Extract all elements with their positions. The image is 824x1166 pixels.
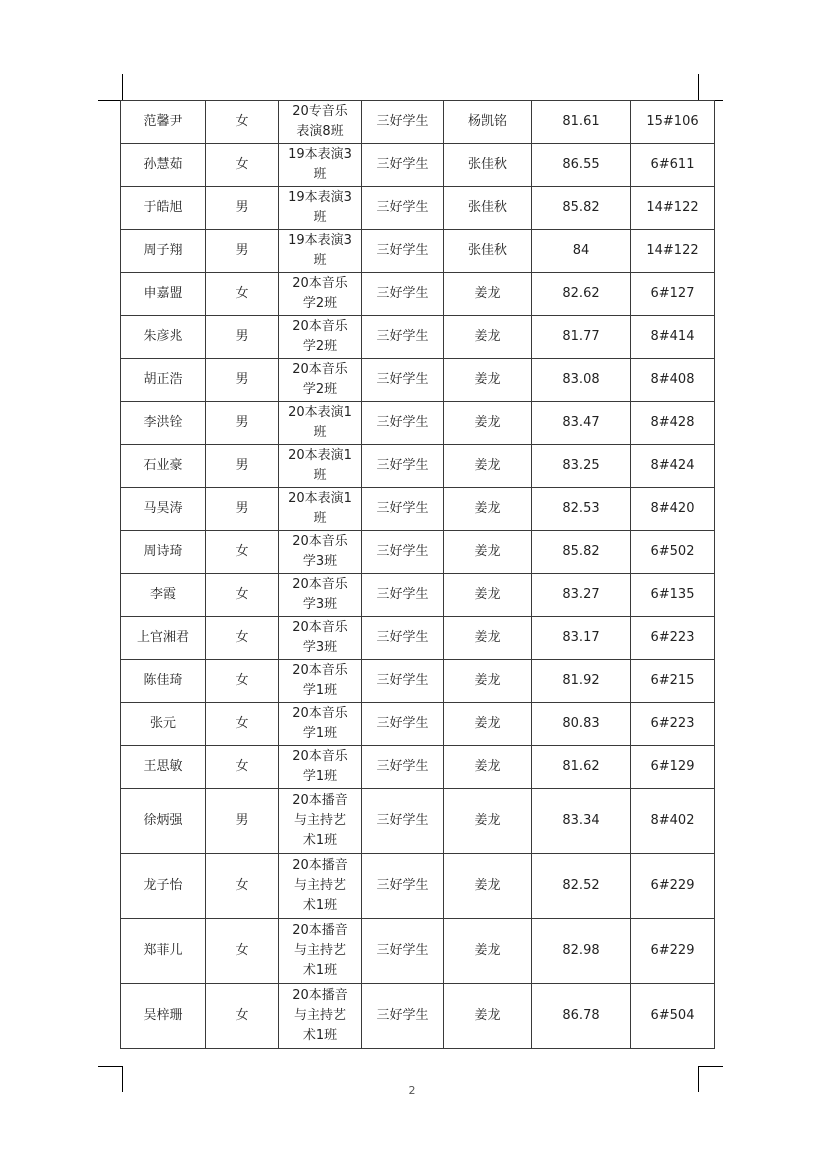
class-cell: 20本播音 与主持艺 术1班 [279,919,362,984]
honor-cell: 三好学生 [362,445,444,488]
gender-cell: 女 [206,574,279,617]
gender-cell: 女 [206,854,279,919]
table-row [121,316,715,359]
counselor-cell: 姜龙 [444,359,532,402]
score-cell: 81.62 [532,746,631,789]
counselor-cell: 姜龙 [444,316,532,359]
class-cell: 20本音乐 学3班 [279,531,362,574]
student-name-cell: 石业豪 [121,445,206,488]
honor-cell: 三好学生 [362,617,444,660]
class-cell: 20本表演1 班 [279,488,362,531]
gender-cell: 女 [206,101,279,144]
student-name-cell: 朱彦兆 [121,316,206,359]
score-cell: 84 [532,230,631,273]
class-cell: 20本播音 与主持艺 术1班 [279,789,362,854]
student-name-cell: 龙子怡 [121,854,206,919]
class-cell: 20本音乐 学3班 [279,574,362,617]
counselor-cell: 姜龙 [444,703,532,746]
honor-cell: 三好学生 [362,660,444,703]
score-cell: 86.78 [532,984,631,1049]
score-cell: 82.53 [532,488,631,531]
table-row [121,703,715,746]
honor-cell: 三好学生 [362,919,444,984]
gender-cell: 女 [206,273,279,316]
score-cell: 83.17 [532,617,631,660]
counselor-cell: 姜龙 [444,746,532,789]
gender-cell: 女 [206,531,279,574]
honor-cell: 三好学生 [362,746,444,789]
honor-cell: 三好学生 [362,187,444,230]
table-row [121,445,715,488]
class-cell: 19本表演3 班 [279,187,362,230]
dorm-room-cell: 8#402 [631,789,715,854]
student-name-cell: 马昊涛 [121,488,206,531]
honor-cell: 三好学生 [362,789,444,854]
table-row [121,617,715,660]
table-row [121,402,715,445]
table-row [121,984,715,1049]
dorm-room-cell: 8#420 [631,488,715,531]
counselor-cell: 姜龙 [444,789,532,854]
gender-cell: 男 [206,230,279,273]
gender-cell: 女 [206,703,279,746]
table-body [121,101,715,1049]
gender-cell: 男 [206,316,279,359]
crop-mark-top-left [122,74,123,100]
class-cell: 20本播音 与主持艺 术1班 [279,854,362,919]
score-cell: 83.47 [532,402,631,445]
score-cell: 83.27 [532,574,631,617]
honor-cell: 三好学生 [362,531,444,574]
score-cell: 85.82 [532,187,631,230]
honor-cell: 三好学生 [362,574,444,617]
score-cell: 83.25 [532,445,631,488]
gender-cell: 男 [206,402,279,445]
gender-cell: 男 [206,445,279,488]
counselor-cell: 姜龙 [444,445,532,488]
score-cell: 86.55 [532,144,631,187]
table-row [121,660,715,703]
student-name-cell: 上官湘君 [121,617,206,660]
student-name-cell: 周子翔 [121,230,206,273]
counselor-cell: 姜龙 [444,531,532,574]
honor-cell: 三好学生 [362,273,444,316]
dorm-room-cell: 8#428 [631,402,715,445]
student-name-cell: 郑菲儿 [121,919,206,984]
crop-mark-bottom-left [98,1066,123,1067]
counselor-cell: 姜龙 [444,854,532,919]
table-row [121,273,715,316]
class-cell: 20本音乐 学3班 [279,617,362,660]
student-name-cell: 周诗琦 [121,531,206,574]
student-name-cell: 申嘉盟 [121,273,206,316]
counselor-cell: 张佳秋 [444,230,532,273]
dorm-room-cell: 6#504 [631,984,715,1049]
page-number: 2 [408,1084,416,1097]
counselor-cell: 姜龙 [444,574,532,617]
honor-cell: 三好学生 [362,854,444,919]
student-name-cell: 陈佳琦 [121,660,206,703]
score-cell: 81.92 [532,660,631,703]
crop-mark-top-right [698,74,699,100]
gender-cell: 女 [206,919,279,984]
gender-cell: 女 [206,617,279,660]
gender-cell: 女 [206,746,279,789]
counselor-cell: 姜龙 [444,984,532,1049]
table-row [121,574,715,617]
dorm-room-cell: 6#127 [631,273,715,316]
table-row [121,488,715,531]
dorm-room-cell: 6#129 [631,746,715,789]
class-cell: 20本音乐 学1班 [279,746,362,789]
score-cell: 83.34 [532,789,631,854]
dorm-room-cell: 6#611 [631,144,715,187]
counselor-cell: 张佳秋 [444,144,532,187]
score-cell: 80.83 [532,703,631,746]
student-name-cell: 吴梓珊 [121,984,206,1049]
score-cell: 83.08 [532,359,631,402]
student-honor-table [120,100,715,1049]
dorm-room-cell: 6#135 [631,574,715,617]
score-cell: 82.62 [532,273,631,316]
gender-cell: 男 [206,187,279,230]
dorm-room-cell: 6#229 [631,854,715,919]
counselor-cell: 姜龙 [444,402,532,445]
dorm-room-cell: 8#414 [631,316,715,359]
counselor-cell: 姜龙 [444,617,532,660]
honor-cell: 三好学生 [362,703,444,746]
table-row [121,789,715,854]
dorm-room-cell: 6#215 [631,660,715,703]
crop-mark-bottom-right [698,1066,723,1067]
table-row [121,919,715,984]
table-row [121,359,715,402]
score-cell: 81.61 [532,101,631,144]
dorm-room-cell: 8#408 [631,359,715,402]
table-row [121,854,715,919]
dorm-room-cell: 6#223 [631,617,715,660]
honor-cell: 三好学生 [362,144,444,187]
counselor-cell: 姜龙 [444,919,532,984]
student-name-cell: 胡正浩 [121,359,206,402]
gender-cell: 女 [206,144,279,187]
table-row [121,230,715,273]
score-cell: 85.82 [532,531,631,574]
table-row [121,187,715,230]
gender-cell: 男 [206,488,279,531]
student-name-cell: 张元 [121,703,206,746]
gender-cell: 男 [206,789,279,854]
score-cell: 82.98 [532,919,631,984]
student-name-cell: 徐炳强 [121,789,206,854]
table-row [121,746,715,789]
dorm-room-cell: 8#424 [631,445,715,488]
dorm-room-cell: 14#122 [631,230,715,273]
student-name-cell: 孙慧茹 [121,144,206,187]
honor-cell: 三好学生 [362,230,444,273]
gender-cell: 女 [206,984,279,1049]
score-cell: 82.52 [532,854,631,919]
honor-cell: 三好学生 [362,359,444,402]
table-row [121,144,715,187]
dorm-room-cell: 6#229 [631,919,715,984]
dorm-room-cell: 15#106 [631,101,715,144]
dorm-room-cell: 6#502 [631,531,715,574]
honor-cell: 三好学生 [362,316,444,359]
honor-cell: 三好学生 [362,402,444,445]
counselor-cell: 张佳秋 [444,187,532,230]
counselor-cell: 杨凯铭 [444,101,532,144]
class-cell: 20本音乐 学2班 [279,316,362,359]
student-name-cell: 李洪铨 [121,402,206,445]
table-row [121,531,715,574]
class-cell: 19本表演3 班 [279,230,362,273]
class-cell: 20本音乐 学1班 [279,660,362,703]
student-name-cell: 李霞 [121,574,206,617]
honor-cell: 三好学生 [362,984,444,1049]
class-cell: 20本播音 与主持艺 术1班 [279,984,362,1049]
class-cell: 20专音乐 表演8班 [279,101,362,144]
counselor-cell: 姜龙 [444,660,532,703]
counselor-cell: 姜龙 [444,488,532,531]
table-row [121,101,715,144]
class-cell: 19本表演3 班 [279,144,362,187]
dorm-room-cell: 14#122 [631,187,715,230]
class-cell: 20本音乐 学2班 [279,359,362,402]
score-cell: 81.77 [532,316,631,359]
gender-cell: 女 [206,660,279,703]
student-name-cell: 范馨尹 [121,101,206,144]
student-name-cell: 于皓旭 [121,187,206,230]
honor-cell: 三好学生 [362,488,444,531]
dorm-room-cell: 6#223 [631,703,715,746]
student-name-cell: 王思敏 [121,746,206,789]
honor-cell: 三好学生 [362,101,444,144]
counselor-cell: 姜龙 [444,273,532,316]
gender-cell: 男 [206,359,279,402]
class-cell: 20本表演1 班 [279,402,362,445]
class-cell: 20本音乐 学1班 [279,703,362,746]
class-cell: 20本音乐 学2班 [279,273,362,316]
class-cell: 20本表演1 班 [279,445,362,488]
